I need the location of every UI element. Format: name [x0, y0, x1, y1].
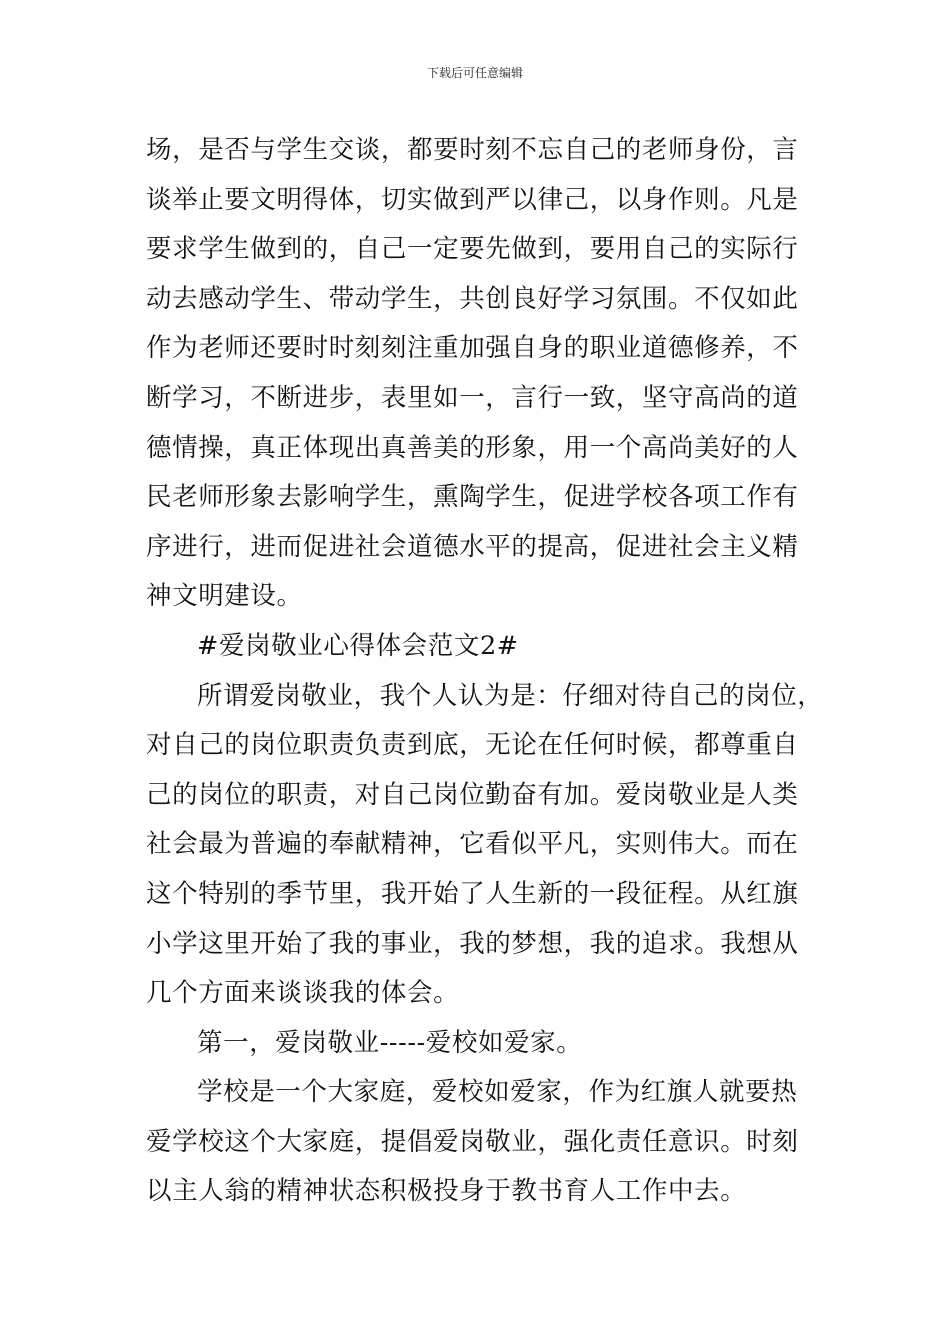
paragraph-line: 爱学校这个大家庭，提倡爱岗敬业，强化责任意识。时刻 [146, 1126, 799, 1157]
section-heading: #爱岗敬业心得体会范文2# [197, 630, 519, 661]
paragraph-line: 谈举止要文明得体，切实做到严以律己，以身作则。凡是 [146, 184, 799, 215]
paragraph-line: 民老师形象去影响学生，熏陶学生，促进学校各项工作有 [146, 482, 799, 513]
paragraph-line: 神文明建设。 [146, 581, 303, 612]
paragraph-line: 所谓爱岗敬业，我个人认为是：仔细对待自己的岗位， [197, 680, 824, 711]
paragraph-line: 断学习，不断进步，表里如一，言行一致，坚守高尚的道 [146, 382, 799, 413]
paragraph-line: 对自己的岗位职责负责到底，无论在任何时候，都尊重自 [146, 730, 799, 761]
paragraph-line: 动去感动学生、带动学生，共创良好学习氛围。不仅如此 [146, 283, 799, 314]
paragraph-line: 第一，爱岗敬业-----爱校如爱家。 [197, 1027, 583, 1058]
paragraph-line: 这个特别的季节里，我开始了人生新的一段征程。从红旗 [146, 878, 799, 909]
document-body [146, 126, 836, 1217]
paragraph-line: 己的岗位的职责，对自己岗位勤奋有加。爱岗敬业是人类 [146, 779, 799, 810]
paragraph-line: 序进行，进而促进社会道德水平的提高，促进社会主义精 [146, 531, 799, 562]
paragraph-line: 作为老师还要时时刻刻注重加强自身的职业道德修养，不 [146, 333, 799, 364]
paragraph-line: 场，是否与学生交谈，都要时刻不忘自己的老师身份，言 [146, 135, 799, 165]
paragraph-line: 几个方面来谈谈我的体会。 [146, 978, 460, 1009]
paragraph-line: 德情操，真正体现出真善美的形象，用一个高尚美好的人 [146, 432, 799, 463]
paragraph-line: 学校是一个大家庭，爱校如爱家，作为红旗人就要热 [197, 1077, 798, 1108]
paragraph-line: 以主人翁的精神状态积极投身于教书育人工作中去。 [146, 1176, 747, 1207]
page-header: 下载后可任意编辑 [426, 66, 523, 80]
paragraph-line: 要求学生做到的，自己一定要先做到，要用自己的实际行 [146, 234, 799, 265]
paragraph-line: 小学这里开始了我的事业，我的梦想，我的追求。我想从 [146, 928, 799, 959]
paragraph-line: 社会最为普遍的奉献精神，它看似平凡，实则伟大。而在 [146, 829, 799, 860]
